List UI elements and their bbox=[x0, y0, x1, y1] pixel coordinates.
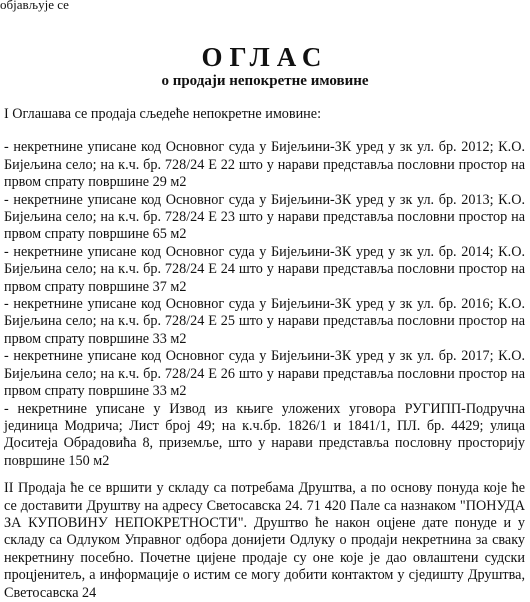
property-item-2: - некретнине уписане код Основног суда у Бијељини-ЗК уред у зк ул. бр. 2013; К.О. Бијељина село; на к.ч. бр. 728/24 Е 23 што у нарави представља пословни простор на првом спрату површине 65 м2 bbox=[4, 191, 525, 243]
page-title: ОГЛАС bbox=[201, 42, 329, 72]
property-item-1: - некретнине уписане код Основног суда у Бијељини-ЗК уред у зк ул. бр. 2012; К.О. Бијељина село; на к.ч. бр. 728/24 Е 22 што у нарави представља пословни простор на првом спрату површине 29 м2 bbox=[4, 139, 525, 191]
property-item-4: - некретнине уписане код Основног суда у Бијељини-ЗК уред у зк ул. бр. 2016; К.О. Бијељина село; на к.ч. бр. 728/24 Е 25 што у нарави представља пословни простор на првом спрату површине 33 м2 bbox=[4, 296, 525, 347]
top-fragment: објављује се bbox=[0, 0, 69, 12]
intro-paragraph: I Оглашава се продаја сљедеће непокретне имовине: bbox=[4, 106, 322, 122]
property-item-5: - некретнине уписане код Основног суда у Бијељини-ЗК уред у зк ул. бр. 2017; К.О. Бијељина село; на к.ч. бр. 728/24 Е 26 што у нарави представља пословни простор на првом спрату површине 33 м2 bbox=[4, 348, 525, 400]
section-two-paragraph: II Продаја ће се вршити у складу са потребама Друштва, а по основу понуда које ће се доставити Друштву на адресу Светосавска 24. 71 420 Пале са назнаком "ПОНУДА ЗА КУПОВИНУ НЕПОКРЕТНОСТИ". Друштво ће након оцјене дате понуде и у складу са Одлуком Управног одбора донијети Одлуку о продаји некретнина за сваку некретнину посебно. Почетне цијене продаје су оне које је дао овлаштени судски процјенитељ, а информације о истим се могу добити контактом у сједишту Друштва, Светосавска 24 bbox=[4, 480, 525, 601]
announcement-body bbox=[4, 106, 525, 602]
page-subtitle: о продаји непокретне имовине bbox=[161, 73, 369, 89]
property-item-3: - некретнине уписане код Основног суда у Бијељини-ЗК уред у зк ул. бр. 2014; К.О. Бијељина село; на к.ч. бр. 728/24 Е 24 што у нарави представља пословни простор на првом спрату површине 37 м2 bbox=[4, 243, 525, 295]
property-item-6: - некретнине уписане у Извод из књиге уложених уговора РУГИПП-Подручна јединица Модрича; Лист број 49; на к.ч.бр. 1826/1 и 1841/1, ПЛ. бр. 4429; улица Доситеја Обрадовића 8, приземље, што у нарави представља пословну просторију површине 150 м2 bbox=[4, 400, 525, 469]
